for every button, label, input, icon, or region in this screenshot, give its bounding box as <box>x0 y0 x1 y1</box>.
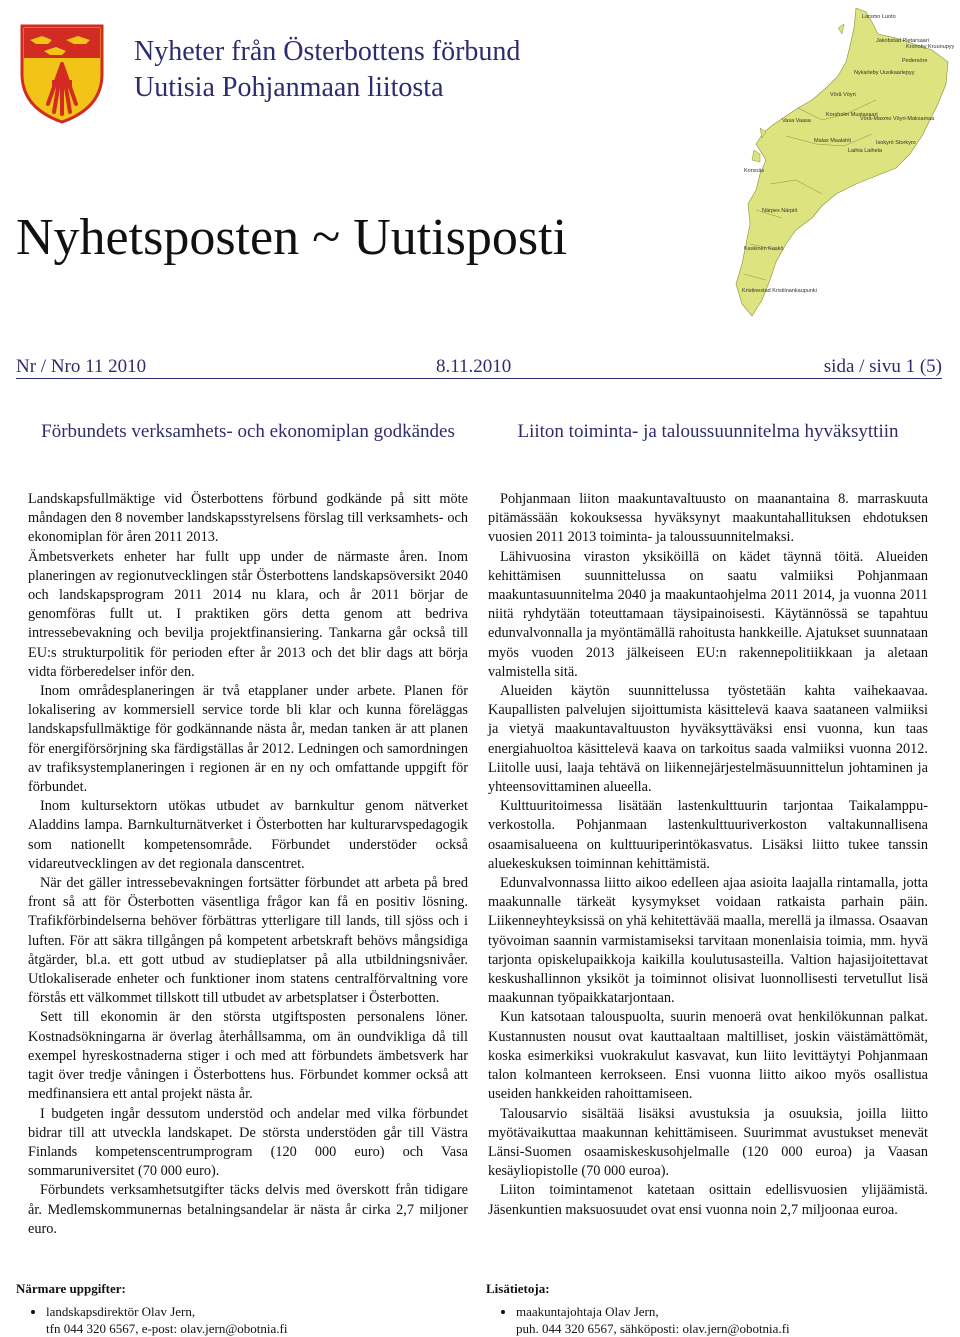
article-paragraph: När det gäller intressebevakningen fortsätter förbundet att arbeta på bred front så att för Österbotten väsentliga frågor kan få en positiv lösning. Trafikförbindelserna behöver förbättras ytterligare till lands, till sjöss och i luften. För att säkra tillgången på kompetent arbetskraft behövs mångsidiga åtgärder, bl.a. ett gott utbud av studieplatser på alla utbildningsnivåer. Utlokaliserade enheter och funktioner inom statens centralförvaltning vore förstås ett välkommet tillskott till utbudet av arbetsplatser i Österbotten. <box>28 875 468 1007</box>
header-subtitle-swedish: Nyheter från Österbottens förbund <box>134 36 521 67</box>
map-label: Kaskinen Kaskö <box>744 246 784 252</box>
map-label: Kristinestad Kristiinankaupunki <box>742 288 817 294</box>
swedish-article-body <box>28 490 468 1239</box>
article-paragraph: Edunvalvonnassa liitto aikoo edelleen ajaa asioita laajalla rintamalla, jotta maakunnalle tärkeät kysymykset voidaan ratkaista parhain päin. Liikenneyhteyksissä on yhä kehitettävää maalla, merellä ja ilmassa. Osaavan työvoiman saannin varmistamiseksi tarvitaan monenlaisia toimia, mm. hyvä tarjonta opiskelupaikkoja kaikilla koulutusasteilla. Valtion hajasijoitettavat keskushallinnon yksiköt ja toiminnot olisivat luonnollisesti tervetullut lisä maakunnan työpaikkatarjontaan. <box>488 875 928 1007</box>
article-paragraph: Kun katsotaan talouspuolta, suurin menoerä ovat henkilökunnan palkat. Kustannusten nousut ovat kauttaaltaan maltilliset, joskin väistämättömät, koska esimerkiksi vuokrakulut kasvavat, kun liito levittäytyi Pohjanmaan talon kolmanteen kerrokseen. Ensi vuonna liitto aikoo myös osallistua useiden hankkeiden rahoittamiseen. <box>488 1009 928 1103</box>
article-paragraph: Ämbetsverkets enheter har fullt upp under de närmaste åren. Inom planeringen av regionutvecklingen står Österbottens landskapsöversikt 2040 och landskapsprogram 2011 2014 nu klara, och år 2011 börjar de genomföras fullt ut. I praktiken görs detta genom att bedriva intressebevakning och bevilja projektfinansiering. Tankarna går också till EU:s strukturpolitik för perioden efter år 2013 och det blir dags att börja vidta förberedelser inför den. <box>28 548 468 680</box>
map-label: Larsmo Luoto <box>862 14 896 20</box>
map-label: Pedersöre <box>902 58 928 64</box>
map-label: Laihia Laihela <box>848 148 882 154</box>
header-subtitle-finnish: Uutisia Pohjanmaan liitosta <box>134 72 444 103</box>
map-label: Korsnäs <box>744 168 765 174</box>
contact-punct: , <box>191 1304 196 1319</box>
article-paragraph: Pohjanmaan liiton maakuntavaltuusto on maanantaina 8. marraskuuta pitämässään kokouksessa hyväksynyt maakuntahallituksen ehdotuksen vuosien 2011 2013 toiminta- ja taloussuunnitelmaksi. <box>488 491 928 546</box>
contact-details: puh. 044 320 6567, sähköposti: olav.jern@obotnia.fi <box>516 1321 790 1336</box>
contact-name: Olav Jern <box>605 1304 656 1319</box>
map-label: Kronoby Kruunupyy <box>906 44 954 50</box>
contact-name: Olav Jern <box>141 1304 192 1319</box>
contact-role: maakuntajohtaja <box>516 1304 606 1319</box>
article-paragraph: Alueiden käytön suunnittelussa työstetään kahta vaihekaavaa. Kaupallisten palvelujen sijoittumista käsittelevä kaava saataneen valmiiksi ja vietyä maakuntavaltuuston hyväksyttäväksi ensi vuonna, kun taas energiahuoltoa käsittelevä kaava on tarkoitus saada valmiiksi vuonna 2012. Liitolle uusi, laaja tehtävä on liikennejärjestelmäsuunnittelun johtaminen ja yhteensovittaminen alueella. <box>488 683 928 796</box>
map-label: Nykarleby Uusikaarlepyy <box>854 70 915 76</box>
article-paragraph: Förbundets verksamhetsutgifter täcks delvis med överskott från tidigare år. Medlemskommunernas betalningsandelar är nästa år cirka 2,7 miljoner euro. <box>28 1182 468 1237</box>
map-label: Vörå Vöyri <box>830 92 856 98</box>
contact-details: tfn 044 320 6567, e-post: olav.jern@obotnia.fi <box>46 1321 288 1336</box>
page-indicator: sida / sivu 1 (5) <box>823 356 942 377</box>
article-paragraph: Landskapsfullmäktige vid Österbottens förbund godkände på sitt möte måndagen den 8 november landskapsstyrelsens förslag till verksamhets- och ekonomiplan för åren 2011 2013. <box>28 491 468 546</box>
article-paragraph: Kulttuuritoimessa lisätään lastenkulttuurin tarjontaa Taikalamppu-verkostolla. Pohjanmaan lastenkulttuuriverkoston valtakunnallisena osaamisalueena on kulttuuriperintökasvatus. Lisäksi liitto tukee tanssin aluekeskuksen toiminnan kehittämistä. <box>488 798 928 872</box>
contact-title: Närmare uppgifter: <box>16 1281 126 1296</box>
issue-number: Nr / Nro 11 2010 <box>16 356 147 377</box>
map-label: Vörå-Maxmo Vöyri-Maksamaa <box>860 116 935 122</box>
contact-title: Lisätietoja: <box>486 1281 550 1296</box>
article-paragraph: Inom kultursektorn utökas utbudet av barnkultur genom nätverket Aladdins lampa. Barnkulturnätverket i Österbotten har kulturarvspedagogik som nationellt kompetensområde. Förbundet understöder också vidareutvecklingen av det regionala danscentret. <box>28 798 468 872</box>
map-label: Korsholm Mustasaari <box>826 112 878 118</box>
finnish-contact-block <box>486 1280 926 1337</box>
contact-role: landskapsdirektör <box>46 1304 142 1319</box>
article-paragraph: Lähivuosina viraston yksiköillä on kädet täynnä töitä. Alueiden kehittämisen suunnittelussa on saatu valmiiksi Pohjanmaan maakuntasuunnitelma 2040 ja maakuntaohjelma 2011 2014, ja vuonna 2011 niitä ryhdytään toteuttamaan täysipainoisesti. Käytännössä se tapahtuu edunvalvonnalla ja myöntämällä rahoitusta hankkeille. Ajatukset suunnataan myös vuoden 2013 jälkeiseen EU:n rakennepolitiikkaan ja aletaan valmistella sitä. <box>488 548 928 680</box>
issue-divider <box>16 378 942 379</box>
issue-date: 8.11.2010 <box>436 356 512 377</box>
map-label: Vasa Vaasa <box>782 118 811 124</box>
region-map <box>726 4 954 320</box>
article-paragraph: I budgeten ingår dessutom understöd och andelar med vilka förbundet bidrar till att utveckla landskapet. De största understöden går till Västra Finlands kompetenscentrumprogram (120 000 euro) och Vasa sommaruniversitet (70 000 euro). <box>28 1105 468 1180</box>
finnish-article-body <box>488 490 928 1220</box>
publication-title: Nyhetsposten ~ Uutisposti <box>16 209 568 266</box>
article-paragraph: Talousarvio sisältää lisäksi avustuksia ja osuuksia, joilla liitto myötävaikuttaa maakunnan kehittämiseen. Suurimmat avustukset menevät Länsi-Suomen osaamiskeskusohjelmalle (120 000 euroa) ja Vaasan kesäyliopistolle (70 000 euroa). <box>488 1105 928 1180</box>
article-paragraph: Liiton toimintamenot katetaan osittain edellisvuosien ylijäämistä. Jäsenkuntien maksuosuudet ovat ensi vuonna noin 2,7 miljoonaa euroa. <box>488 1182 928 1218</box>
article-paragraph: Inom områdesplaneringen är två etapplaner under arbete. Planen för lokalisering av kommersiell service torde bli klar och kunna föreläggas landskapsfullmäktige för godkännande nästa år, medan tanken är att planen för energiförsörjning ska färdigställas år 2012. Ledningen och samordningen av trafiksystemplaneringen i regionen är en ny och omfattande uppgift för förbundet. <box>28 683 468 796</box>
map-label: Jakobstad Pietarsaari <box>876 38 929 44</box>
swedish-contact-block <box>16 1280 456 1337</box>
finnish-article-heading: Liiton toiminta- ja taloussuunnitelma hyväksyttiin <box>517 421 899 442</box>
map-label: Isokyrö Storkyro <box>876 140 916 146</box>
article-paragraph: Sett till ekonomin är den största utgiftsposten personalens löner. Kostnadsökningarna är överlag återhållsamma, om än oundvikliga då till exempel hyreskostnaderna stiger i och med att förbundets ämbetsverk har tagit över tredje våningen i Österbottens hus. Förbundet kommer också att medfinansiera ett antal projekt nästa år. <box>28 1009 468 1103</box>
swedish-article-heading: Förbundets verksamhets- och ekonomiplan godkändes <box>41 421 455 442</box>
map-label: Malax Maalahti <box>814 138 851 144</box>
contact-punct: , <box>655 1304 659 1319</box>
map-label: Närpes Närpiö <box>762 208 798 214</box>
coat-of-arms-icon <box>18 24 106 124</box>
